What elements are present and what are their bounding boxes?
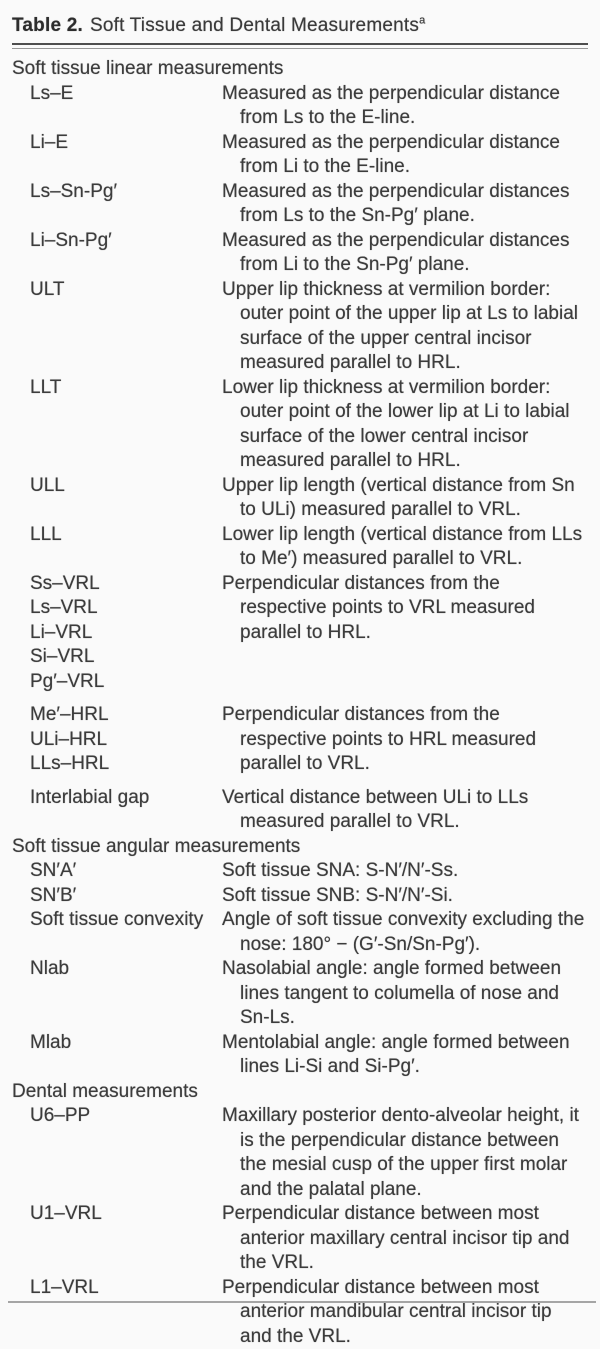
measurement-abbreviation: LLs–HRL — [30, 752, 222, 777]
measurement-term-cell — [12, 1104, 222, 1129]
measurement-description: Lower lip length (vertical distance from LLs to Me′) measured parallel to VRL. — [222, 523, 590, 572]
measurement-abbreviation: Ls–E — [30, 82, 222, 107]
table-row — [12, 884, 590, 909]
table-row — [12, 474, 590, 523]
measurement-description: Measured as the perpendicular distances from Ls to the Sn-Pg′ plane. — [222, 180, 590, 229]
section-header: Soft tissue angular measurements — [12, 835, 590, 860]
table-row — [12, 572, 590, 695]
table-caption: Soft Tissue and Dental Measurements — [90, 15, 419, 36]
table-row — [12, 908, 590, 957]
measurement-term-cell — [12, 957, 222, 982]
measurement-description: Perpendicular distances from the respective points to HRL measured parallel to VRL. — [222, 703, 590, 777]
table-row — [12, 131, 590, 180]
measurement-description: Perpendicular distance between most anterior maxillary central incisor tip and the VRL. — [222, 1202, 590, 1276]
measurement-term-cell — [12, 786, 222, 811]
measurement-description: Soft tissue SNA: S-N′/N′-Ss. — [222, 859, 590, 884]
measurement-term-cell — [12, 908, 222, 933]
table-row — [12, 82, 590, 131]
section-header: Dental measurements — [12, 1080, 590, 1105]
measurement-abbreviation: ULL — [30, 474, 222, 499]
measurement-description: Vertical distance between ULi to LLs measured parallel to VRL. — [222, 786, 590, 835]
measurement-abbreviation: LLT — [30, 376, 222, 401]
measurement-term-cell — [12, 474, 222, 499]
table-row — [12, 1104, 590, 1202]
measurement-term-cell — [12, 1202, 222, 1227]
measurement-description: Maxillary posterior dento-alveolar height, it is the perpendicular distance between the mesial cusp of the upper first molar and the palatal plane. — [222, 1104, 590, 1202]
measurement-abbreviation: LLL — [30, 523, 222, 548]
measurement-abbreviation: Soft tissue convexity — [30, 908, 222, 933]
measurement-abbreviation: SN′B′ — [30, 884, 222, 909]
measurement-abbreviation: Ss–VRL — [30, 572, 222, 597]
table-bottom-rule — [8, 1301, 596, 1303]
measurement-term-cell — [12, 884, 222, 909]
measurement-abbreviation: Li–VRL — [30, 621, 222, 646]
measurement-description: Upper lip length (vertical distance from Sn to ULi) measured parallel to VRL. — [222, 474, 590, 523]
measurement-description: Nasolabial angle: angle formed between lines tangent to columella of nose and Sn-Ls. — [222, 957, 590, 1031]
table-body — [12, 57, 590, 1349]
measurement-description: Measured as the perpendicular distances from Li to the Sn-Pg′ plane. — [222, 229, 590, 278]
measurement-term-cell — [12, 278, 222, 303]
table-row — [12, 957, 590, 1031]
measurement-description: Upper lip thickness at vermilion border: outer point of the upper lip at Ls to labial surface of the upper central incisor measured parallel to HRL. — [222, 278, 590, 376]
table-row — [12, 376, 590, 474]
measurement-term-cell — [12, 376, 222, 401]
table-row — [12, 703, 590, 777]
measurement-abbreviation: ULT — [30, 278, 222, 303]
measurement-term-cell — [12, 1031, 222, 1056]
measurement-abbreviation: Mlab — [30, 1031, 222, 1056]
measurement-abbreviation: Pg′–VRL — [30, 670, 222, 695]
measurement-description: Soft tissue SNB: S-N′/N′-Si. — [222, 884, 590, 909]
measurement-description: Perpendicular distance between most anterior mandibular central incisor tip and the VRL. — [222, 1276, 590, 1349]
measurement-abbreviation: ULi–HRL — [30, 728, 222, 753]
measurement-description: Lower lip thickness at vermilion border: outer point of the lower lip at Li to labial surface of the lower central incisor measured parallel to HRL. — [222, 376, 590, 474]
table-row — [12, 1202, 590, 1276]
measurement-term-cell — [12, 859, 222, 884]
measurement-abbreviation: U1–VRL — [30, 1202, 222, 1227]
measurement-term-cell — [12, 180, 222, 205]
measurement-abbreviation: Li–Sn-Pg′ — [30, 229, 222, 254]
measurement-term-cell — [12, 229, 222, 254]
measurement-description: Measured as the perpendicular distance from Ls to the E-line. — [222, 82, 590, 131]
table-row — [12, 859, 590, 884]
measurement-abbreviation: L1–VRL — [30, 1276, 222, 1301]
measurement-abbreviation: U6–PP — [30, 1104, 222, 1129]
table-row — [12, 229, 590, 278]
measurement-abbreviation: Si–VRL — [30, 645, 222, 670]
measurement-abbreviation: SN′A′ — [30, 859, 222, 884]
table-row — [12, 523, 590, 572]
footnote-marker: a — [419, 15, 425, 27]
measurement-term-cell — [12, 523, 222, 548]
table-row — [12, 180, 590, 229]
measurement-description: Measured as the perpendicular distance from Li to the E-line. — [222, 131, 590, 180]
table-row — [12, 1276, 590, 1349]
measurement-description: Angle of soft tissue convexity excluding the nose: 180° − (G′-Sn/Sn-Pg′). — [222, 908, 590, 957]
measurement-term-cell — [12, 703, 222, 777]
measurement-abbreviation: Li–E — [30, 131, 222, 156]
table-row — [12, 786, 590, 835]
measurement-abbreviation: Interlabial gap — [30, 786, 222, 811]
table-row — [12, 278, 590, 376]
measurement-abbreviation: Ls–Sn-Pg′ — [30, 180, 222, 205]
measurement-term-cell — [12, 1276, 222, 1301]
title-double-rule — [12, 43, 588, 49]
section-header: Soft tissue linear measurements — [12, 57, 590, 82]
measurement-abbreviation: Me′–HRL — [30, 703, 222, 728]
measurement-abbreviation: Nlab — [30, 957, 222, 982]
measurement-term-cell — [12, 131, 222, 156]
measurement-term-cell — [12, 572, 222, 695]
measurement-abbreviation: Ls–VRL — [30, 596, 222, 621]
table-number-label: Table 2. — [12, 15, 83, 36]
table-title — [12, 14, 590, 37]
measurement-description: Perpendicular distances from the respective points to VRL measured parallel to HRL. — [222, 572, 590, 646]
measurement-term-cell — [12, 82, 222, 107]
table-row — [12, 1031, 590, 1080]
measurement-description: Mentolabial angle: angle formed between lines Li-Si and Si-Pg′. — [222, 1031, 590, 1080]
